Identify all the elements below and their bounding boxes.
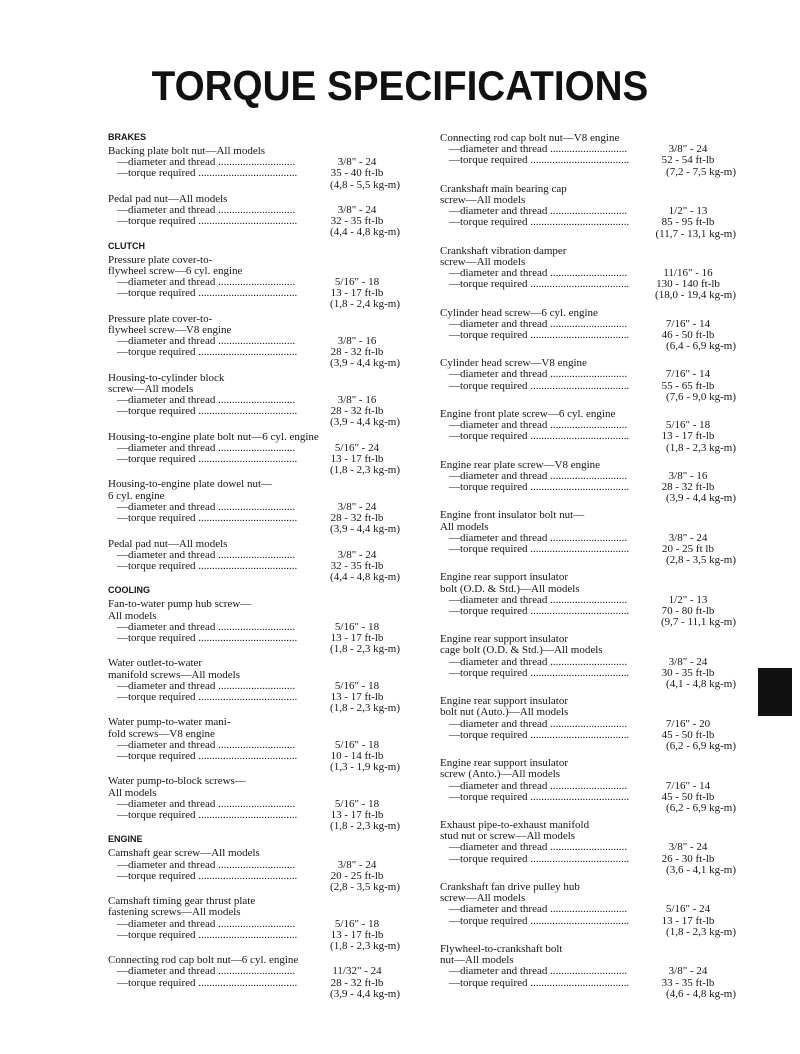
section-heading: ENGINE [108,834,143,845]
thread-value: 5/16" - 18 [334,276,380,289]
diameter-label: —diameter and thread ............................ [117,277,296,289]
spec-title: Backing plate bolt nut—All models [108,145,266,157]
spec-entry [108,776,408,832]
diameter-label: —diameter and thread ............................ [449,842,628,854]
metric-torque-value: (1,8 - 2,4 kg-m) [330,298,400,311]
section-clutch [108,241,408,584]
diameter-row [440,904,738,915]
torque-label: —torque required .................................... [117,454,298,466]
diameter-label: —diameter and thread ............................ [117,395,296,407]
section-tab-marker [758,668,792,716]
metric-torque-value: (7,2 - 7,5 kg-m) [666,165,736,178]
torque-value: 35 - 40 ft-lb [330,167,384,180]
torque-label: —torque required .................................... [449,915,630,927]
torque-value: 13 - 17 ft-lb [661,430,715,443]
diameter-label: —diameter and thread ............................ [117,621,296,633]
torque-value: 13 - 17 ft-lb [330,453,384,466]
spec-entry [440,184,738,240]
spec-title: Housing-to-cylinder block [108,371,225,384]
thread-value: 3/8" - 24 [668,531,708,544]
diameter-label: —diameter and thread ............................ [449,268,628,280]
spec-entry [440,246,738,302]
spec-title: Water pump-to-water mani- [108,716,231,729]
torque-value: 28 - 32 ft-lb [330,405,384,418]
thread-value: 5/16" - 18 [665,419,711,432]
spec-entry [440,944,738,1000]
metric-torque-value: (3,9 - 4,4 kg-m) [330,523,400,536]
diameter-label: —diameter and thread ............................ [449,780,628,792]
spec-title: Exhaust pipe-to-exhaust manifold [440,819,590,832]
spec-title: screw (Anto.)—All models [440,768,561,781]
metric-torque-value: (4,4 - 4,8 kg-m) [330,571,400,584]
torque-row [108,168,408,179]
torque-value: 45 - 50 ft-lb [661,790,715,803]
diameter-label: —diameter and thread ............................ [449,369,628,381]
torque-label: —torque required .................................... [117,513,298,525]
metric-torque-value: (1,8 - 2,3 kg-m) [666,925,736,938]
spec-entry [108,146,408,191]
metric-torque-value: (4,4 - 4,8 kg-m) [330,226,400,239]
torque-value: 70 - 80 ft-lb [661,604,715,617]
spec-entry [108,599,408,655]
spec-title: Pressure plate cover-to- [108,253,213,266]
spec-title: Flywheel-to-crankshaft bolt [440,942,563,955]
thread-value: 3/8" - 24 [668,965,708,978]
thread-value: 3/8" - 16 [337,335,377,348]
spec-entry [440,358,738,403]
spec-entry [108,955,408,1000]
section-heading: CLUTCH [108,240,145,251]
torque-row [440,217,738,228]
spec-title: Connecting rod cap bolt nut—V8 engine [440,132,620,144]
spec-title: Water pump-to-block screws— [108,775,246,788]
spec-entry [440,409,738,454]
diameter-row [440,842,738,853]
metric-torque-value: (18,0 - 19,4 kg-m) [655,289,736,302]
torque-value: 28 - 32 ft-lb [330,976,384,989]
torque-label: —torque required .................................... [117,216,298,228]
metric-torque-value: (9,7 - 11,1 kg-m) [660,616,736,629]
diameter-label: —diameter and thread ............................ [117,859,296,871]
torque-label: —torque required .................................... [117,750,298,762]
metric-torque-value: (3,6 - 4,1 kg-m) [666,863,736,876]
diameter-label: —diameter and thread ............................ [449,532,628,544]
torque-value: 26 - 30 ft-lb [661,852,715,865]
torque-row [440,155,738,166]
spec-title: Pedal pad nut—All models [108,537,228,550]
torque-label: —torque required .................................... [449,977,630,989]
metric-torque-value: (1,8 - 2,3 kg-m) [330,464,400,477]
diameter-label: —diameter and thread ............................ [117,739,296,751]
torque-label: —torque required .................................... [449,544,630,556]
spec-entry [440,460,738,505]
torque-value: 55 - 65 ft-lb [661,379,715,392]
torque-label: —torque required .................................... [117,691,298,703]
spec-entry [108,539,408,584]
diameter-label: —diameter and thread ............................ [449,904,628,916]
spec-entry [440,308,738,353]
spec-title: Engine rear support insulator [440,695,568,708]
spec-entry [108,658,408,714]
spec-title: screw—All models [440,193,526,206]
thread-value: 3/8" - 24 [337,156,377,169]
spec-title: fastening screws—All models [108,906,241,919]
spec-entry [440,510,738,566]
spec-title: Camshaft timing gear thrust plate [108,895,256,908]
thread-value: 3/8" - 24 [337,548,377,561]
torque-value: 33 - 35 ft-lb [661,976,715,989]
spec-title: Cylinder head screw—V8 engine [440,357,587,370]
torque-label: —torque required .................................... [449,853,630,865]
torque-label: —torque required .................................... [449,482,630,494]
section-cooling [108,585,408,832]
spec-title: Cylinder head screw—6 cyl. engine [440,306,598,319]
thread-value: 5/16" - 18 [334,679,380,692]
thread-value: 3/8" - 24 [337,858,377,871]
spec-entry [108,848,408,893]
right-column [440,130,738,1000]
diameter-label: —diameter and thread ............................ [117,549,296,561]
spec-entry [440,696,738,752]
spec-title: Pedal pad nut—All models [108,192,228,205]
spec-title: Water outlet-to-water [108,657,203,670]
torque-label: —torque required .................................... [449,380,630,392]
torque-value: 13 - 17 ft-lb [330,808,384,821]
metric-torque-value: (1,8 - 2,3 kg-m) [330,940,400,952]
thread-value: 5/16" - 18 [334,797,380,810]
thread-value: 1/2" - 13 [668,205,708,218]
torque-label: —torque required .................................... [117,560,298,572]
diameter-label: —diameter and thread ............................ [117,205,296,217]
thread-value: 3/8" - 16 [337,394,377,407]
page-title: TORQUE SPECIFICATIONS [151,62,649,109]
metric-torque-value: (3,9 - 4,4 kg-m) [330,357,400,370]
thread-value: 5/16" - 18 [334,917,380,930]
torque-label: —torque required .................................... [449,667,630,679]
spec-title: Housing-to-engine plate bolt nut—6 cyl. engine [108,430,319,443]
spec-title: screw—All models [440,255,526,268]
spec-entry [440,882,738,938]
metric-torque-value: (7,6 - 9,0 kg-m) [666,390,736,403]
spec-title: nut—All models [440,954,514,967]
spec-title: bolt nut (Auto.)—All models [440,706,569,719]
spec-entry [440,758,738,814]
section-heading: COOLING [108,585,150,596]
metric-torque-value: (6,2 - 6,9 kg-m) [666,740,736,753]
thread-value: 3/8" - 24 [337,500,377,513]
diameter-label: —diameter and thread ............................ [117,157,296,169]
torque-value: 28 - 32 ft-lb [330,512,384,525]
spec-entry [108,194,408,239]
torque-value: 13 - 17 ft-lb [330,928,384,941]
thread-value: 5/16" - 24 [334,441,380,454]
spec-title: Camshaft gear screw—All models [108,847,260,860]
section-heading: BRAKES [108,132,147,142]
diameter-label: —diameter and thread ............................ [449,144,628,156]
thread-value: 5/16" - 24 [665,903,711,916]
spec-entry [108,479,408,535]
spec-title: Engine rear support insulator [440,633,568,646]
metric-torque-value: (3,9 - 4,4 kg-m) [330,416,400,429]
diameter-label: —diameter and thread ............................ [117,918,296,930]
diameter-label: —diameter and thread ............................ [449,206,628,218]
diameter-label: —diameter and thread ............................ [449,656,628,668]
torque-value: 45 - 50 ft-lb [661,728,715,741]
torque-value: 28 - 32 ft-lb [330,346,384,359]
spec-title: Engine front plate screw—6 cyl. engine [440,408,616,420]
torque-label: —torque required .................................... [449,791,630,803]
thread-value: 11/16" - 16 [663,267,713,280]
thread-value: 3/8" - 24 [337,204,377,217]
spec-title: Engine rear plate screw—V8 engine [440,458,601,471]
spec-title: screw—All models [108,382,194,395]
spec-title: cage bolt (O.D. & Std.)—All models [440,644,603,657]
spec-title: Housing-to-engine plate dowel nut— [108,478,273,491]
torque-value: 10 - 14 ft-lb [330,749,384,762]
diameter-label: —diameter and thread ............................ [117,501,296,513]
torque-value: 28 - 32 ft-lb [661,481,715,494]
metric-torque-value: (3,9 - 4,4 kg-m) [330,987,400,1000]
torque-label: —torque required .................................... [449,729,630,741]
spec-title: screw—All models [440,892,526,905]
diameter-label: —diameter and thread ............................ [449,318,628,330]
diameter-row [108,966,408,977]
spec-title: All models [108,786,157,799]
torque-label: —torque required .................................... [449,431,630,443]
spec-title: Crankshaft vibration damper [440,244,567,257]
metric-torque-value: (1,8 - 2,3 kg-m) [330,643,400,656]
torque-value: 46 - 50 ft-lb [661,328,715,341]
torque-value: 52 - 54 ft-lb [661,154,715,167]
spec-title: Pressure plate cover-to- [108,312,213,325]
diameter-label: —diameter and thread ............................ [449,470,628,482]
spec-entry [440,634,738,690]
thread-value: 3/8" - 24 [668,143,708,156]
left-column [108,130,408,1000]
spec-entry [108,896,408,952]
thread-value: 3/8" - 24 [668,655,708,668]
thread-value: 5/16" - 18 [334,620,380,633]
torque-label: —torque required .................................... [117,168,298,180]
thread-value: 7/16" - 14 [665,368,711,381]
metric-torque-value: (1,8 - 2,3 kg-m) [330,702,400,715]
torque-label: —torque required .................................... [117,809,298,821]
spec-entry [440,572,738,628]
thread-value: 11/32" - 24 [332,965,382,978]
torque-label: —torque required .................................... [449,155,630,167]
metric-torque-value: (3,9 - 4,4 kg-m) [666,492,736,505]
diameter-label: —diameter and thread ............................ [449,718,628,730]
spec-title: Engine rear support insulator [440,571,568,584]
metric-torque-value: (6,4 - 6,9 kg-m) [666,340,736,353]
torque-label: —torque required .................................... [117,977,298,989]
diameter-label: —diameter and thread ............................ [117,680,296,692]
spec-entry [108,255,408,311]
spec-title: All models [108,609,157,622]
metric-torque-value: (1,8 - 2,3 kg-m) [330,820,400,833]
spec-entry [108,717,408,773]
torque-value: 32 - 35 ft-lb [330,215,384,228]
torque-value: 13 - 17 ft-lb [330,631,384,644]
torque-value: 13 - 17 ft-lb [661,914,715,927]
thread-value: 5/16" - 18 [334,738,380,751]
diameter-label: —diameter and thread ............................ [449,966,628,978]
torque-value: 30 - 35 ft-lb [661,666,715,679]
torque-label: —torque required .................................... [117,406,298,418]
metric-torque-value: (11,7 - 13,1 kg-m) [655,227,736,240]
metric-torque-value: (4,6 - 4,8 kg-m) [666,987,736,1000]
spec-entry [440,133,738,178]
spec-title: fold screws—V8 engine [108,727,215,740]
torque-value: 13 - 17 ft-lb [330,287,384,300]
diameter-label: —diameter and thread ............................ [117,336,296,348]
diameter-label: —diameter and thread ............................ [449,420,628,432]
torque-label: —torque required .................................... [449,605,630,617]
torque-value: 32 - 35 ft-lb [330,559,384,572]
spec-title: stud nut or screw—All models [440,830,576,843]
diameter-row [440,369,738,380]
spec-title: 6 cyl. engine [108,489,165,502]
spec-entry [108,432,408,477]
spec-title: bolt (O.D. & Std.)—All models [440,582,580,595]
metric-torque-value: (1,8 - 2,3 kg-m) [666,441,736,454]
diameter-label: —diameter and thread ............................ [117,966,296,978]
thread-value: 3/8" - 24 [668,841,708,854]
thread-value: 7/16" - 20 [665,717,711,730]
metric-torque-value: (4,8 - 5,5 kg-m) [330,178,400,191]
spec-title: All models [440,520,489,533]
torque-label: —torque required .................................... [449,329,630,341]
metric-torque-value: (1,3 - 1,9 kg-m) [330,761,400,774]
torque-value: 20 - 25 ft-lb [330,869,384,882]
thread-value: 1/2" - 13 [668,593,708,606]
torque-row [440,431,738,442]
section-brakes [108,132,408,239]
spec-title: manifold screws—All models [108,668,240,681]
metric-torque-value: (4,1 - 4,8 kg-m) [666,678,736,691]
torque-label: —torque required .................................... [117,347,298,359]
spec-title: Connecting rod cap bolt nut—6 cyl. engine [108,954,299,967]
diameter-label: —diameter and thread ............................ [117,798,296,810]
spec-entry [108,314,408,370]
torque-value: 13 - 17 ft-lb [330,690,384,703]
metric-torque-value: (6,2 - 6,9 kg-m) [666,801,736,814]
thread-value: 7/16" - 14 [665,779,711,792]
spec-title: flywheel screw—V8 engine [108,323,232,336]
spec-title: Crankshaft fan drive pulley hub [440,880,580,893]
torque-label: —torque required .................................... [117,632,298,644]
diameter-label: —diameter and thread ............................ [117,442,296,454]
spec-entry [440,820,738,876]
section-engine [108,834,408,1000]
spec-title: Fan-to-water pump hub screw— [108,598,252,611]
metric-torque-value: (2,8 - 3,5 kg-m) [666,554,736,567]
thread-value: 7/16" - 14 [665,317,711,330]
spec-title: Crankshaft main bearing cap [440,182,567,195]
spec-title: flywheel screw—6 cyl. engine [108,264,243,277]
diameter-row [440,966,738,977]
metric-torque-value: (2,8 - 3,5 kg-m) [330,880,400,893]
spec-entry [108,373,408,429]
torque-value: 130 - 140 ft-lb [656,278,720,291]
torque-value: 20 - 25 ft lb [662,543,714,556]
diameter-label: —diameter and thread ............................ [449,594,628,606]
torque-label: —torque required .................................... [117,929,298,941]
torque-value: 85 - 95 ft-lb [661,216,715,229]
torque-label: —torque required .................................... [117,870,298,882]
torque-label: —torque required .................................... [449,279,630,291]
thread-value: 3/8" - 16 [668,469,708,482]
torque-label: —torque required .................................... [117,288,298,300]
torque-label: —torque required .................................... [449,217,630,229]
spec-title: Engine rear support insulator [440,757,568,770]
spec-title: Engine front insulator bolt nut— [440,509,585,522]
